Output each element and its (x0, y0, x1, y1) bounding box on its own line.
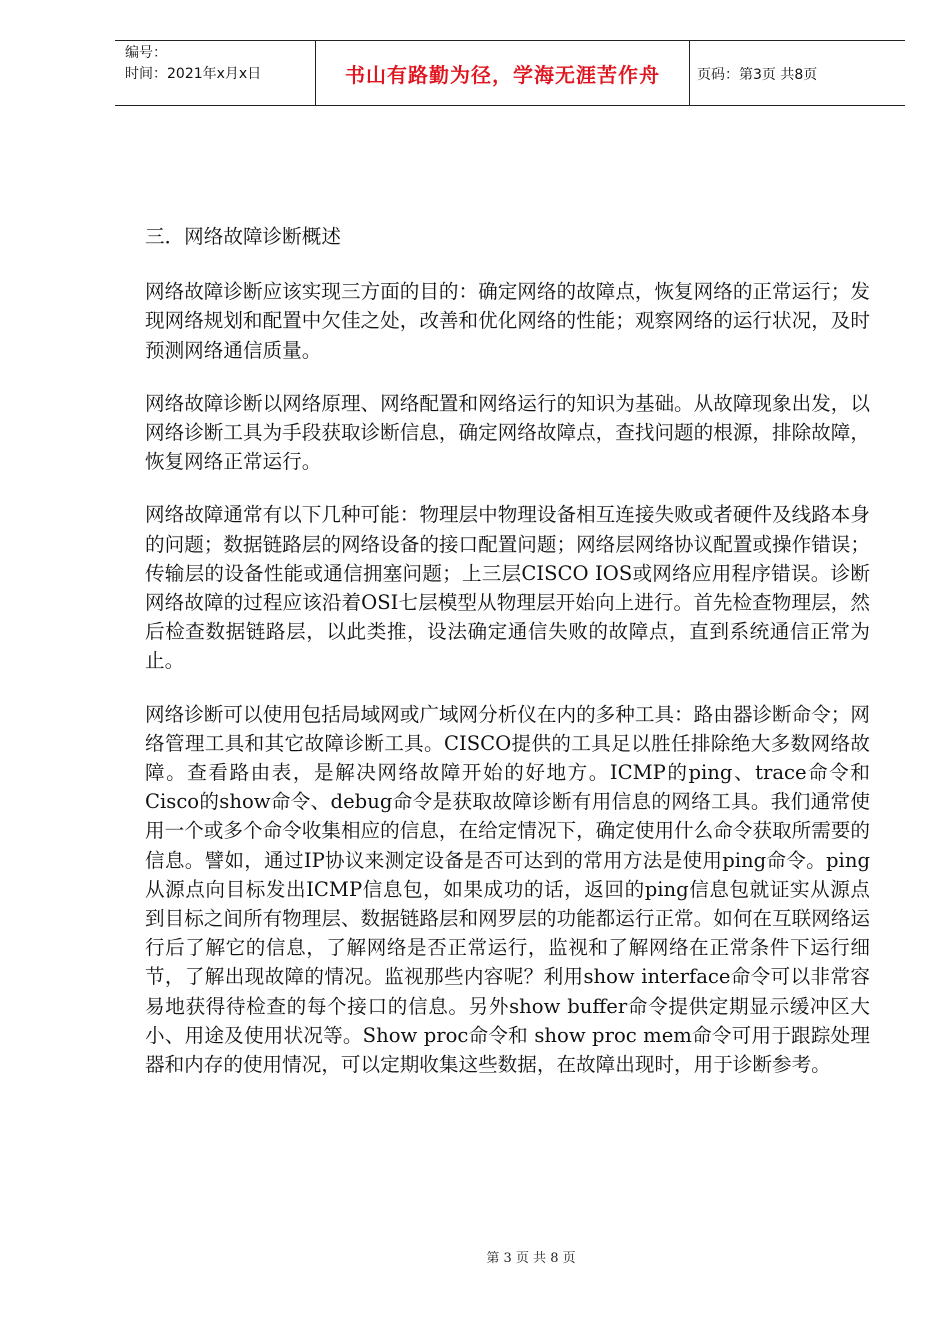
paragraph: 网络故障诊断以网络原理、网络配置和网络运行的知识为基础。从故障现象出发，以网络诊断工具为手段获取诊断信息，确定网络故障点，查找问题的根源，排除故障，恢复网络正常运行。 (145, 391, 870, 474)
section-heading: 三．网络故障诊断概述 (145, 225, 341, 248)
paragraph: 网络诊断可以使用包括局域网或广域网分析仪在内的多种工具：路由器诊断命令；网络管理工具和其它故障诊断工具。CISCO提供的工具足以胜任排除绝大多数网络故障。查看路由表，是解决网络故障开始的好地方。ICMP的ping、trace命令和Cisco的show命令、debug命令是获取故障诊断有用信息的网络工具。我们通常使用一个或多个命令收集相应的信息，在给定情况下，确定使用什么命令获取所需要的信息。譬如，通过IP协议来测定设备是否可达到的常用方法是使用ping命令。ping从源点向目标发出ICMP信息包，如果成功的话，返回的ping信息包就证实从源点到目标之间所有物理层、数据链路层和网罗层的功能都运行正常。如何在互联网络运行后了解它的信息，了解网络是否正常运行，监视和了解网络在正常条件下运行细节，了解出现故障的情况。监视那些内容呢？利用show interface命令可以非常容易地获得待检查的每个接口的信息。另外show buffer命令提供定期显示缓冲区大小、用途及使用状况等。Show proc命令和 show proc mem命令可用于跟踪处理器和内存的使用情况，可以定期收集这些数据，在故障出现时，用于诊断参考。 (145, 702, 870, 1077)
header-motto: 书山有路勤为径，学海无涯苦作舟 (345, 63, 660, 87)
document-number-label: 编号： (125, 45, 167, 61)
page-footer: 第 3 页 共 8 页 (486, 1251, 576, 1266)
header-meta (125, 43, 320, 85)
document-body (145, 222, 870, 1103)
document-time-label: 时间：2021年x月x日 (125, 66, 262, 82)
paragraph: 网络故障诊断应该实现三方面的目的：确定网络的故障点，恢复网络的正常运行；发现网络规划和配置中欠佳之处，改善和优化网络的性能；观察网络的运行状况，及时预测网络通信质量。 (145, 280, 870, 362)
header-divider (689, 41, 690, 106)
page-header (115, 40, 905, 106)
paragraph: 网络故障通常有以下几种可能：物理层中物理设备相互连接失败或者硬件及线路本身的问题；数据链路层的网络设备的接口配置问题；网络层网络协议配置或操作错误；传输层的设备性能或通信拥塞问题；上三层CISCO IOS或网络应用程序错误。诊断网络故障的过程应该沿着OSI七层模型从物理层开始向上进行。首先检查物理层，然后检查数据链路层，以此类推，设法确定通信失败的故障点，直到系统通信正常为止。 (145, 503, 870, 673)
header-page-info: 页码：第3页 共8页 (697, 66, 818, 83)
